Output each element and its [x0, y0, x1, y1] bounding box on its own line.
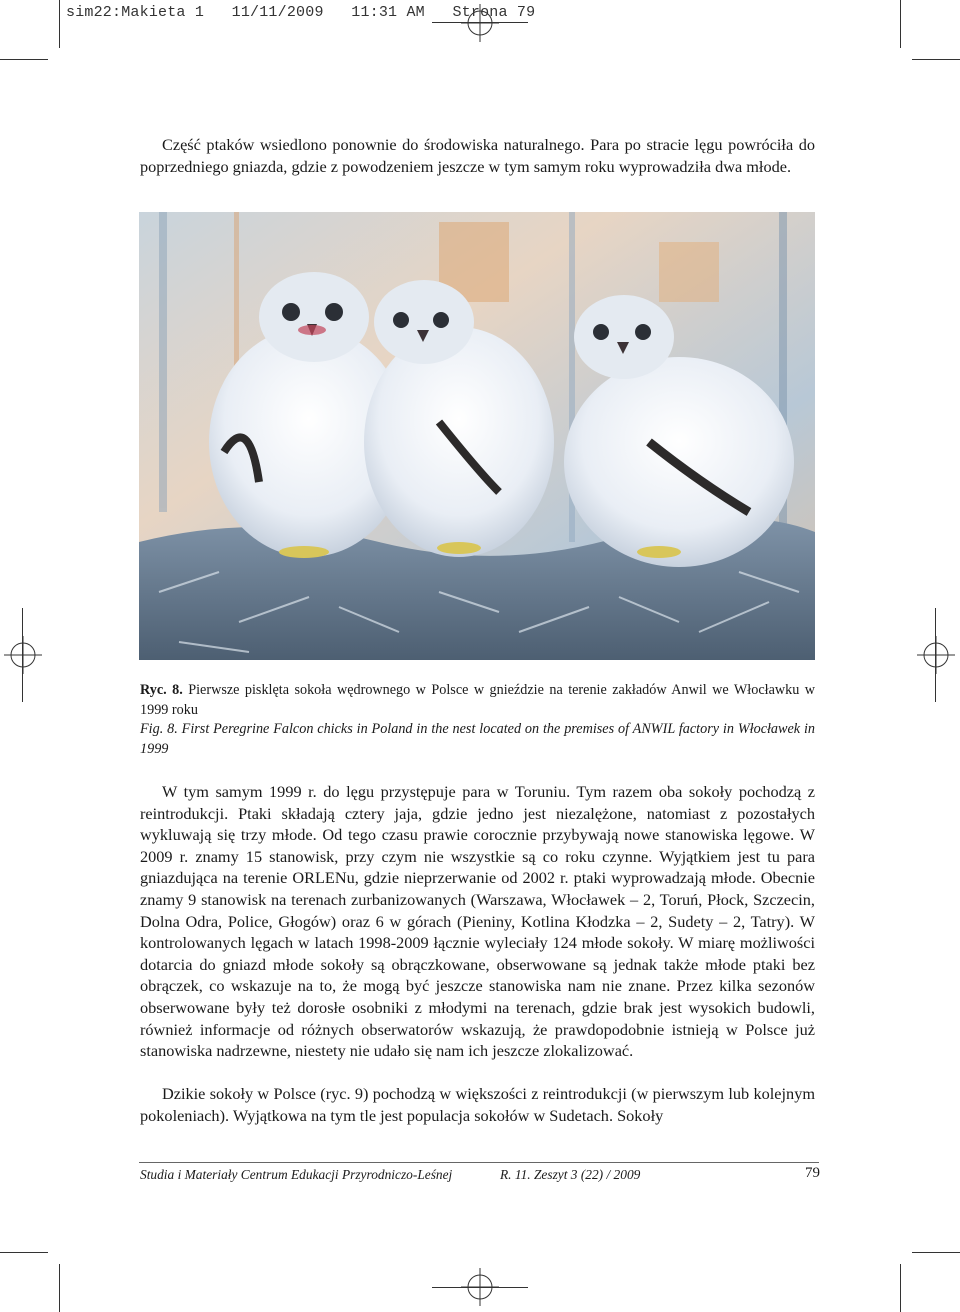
caption-pl-label: Ryc. 8.	[140, 682, 183, 698]
caption-en-text: First Peregrine Falcon chicks in Poland in the nest located on the premises of ANWIL factory in Włocławek in 1999	[140, 721, 816, 757]
registration-mark-top-icon	[461, 4, 499, 42]
reg-tick-bottom-h	[432, 1287, 528, 1288]
crop-mark-bottom-right-h	[912, 1252, 960, 1253]
crop-mark-top-right	[900, 0, 901, 48]
caption-pl-text: Pierwsze pisklęta sokoła wędrownego w Polsce w gnieździe na terenie zakładów Anwil we Włocławku w 1999 roku	[140, 682, 815, 718]
figure-caption-polish	[140, 681, 815, 720]
crop-mark-top-right-h	[912, 59, 960, 60]
crop-mark-top-left	[59, 0, 60, 48]
reg-tick-top-h	[432, 22, 528, 23]
reg-tick-left-v	[22, 608, 23, 702]
footer-volume: R. 11. Zeszyt 3 (22) / 2009	[500, 1167, 641, 1182]
paragraph-last: Dzikie sokoły w Polsce (ryc. 9) pochodzą w większości z reintrodukcji (w pierwszym lub kolejnym pokoleniach). Wyjątkowa na tym tle jest populacja sokołów w Sudetach. Sokoły	[140, 1084, 815, 1125]
crop-mark-bottom-left	[59, 1264, 60, 1312]
paragraph-intro: Część ptaków wsiedlono ponownie do środowiska naturalnego. Para po stracie lęgu powróciła do poprzedniego gniazda, gdzie z powodzeniem jeszcze w tym samym roku wyprowadziła dwa młode.	[140, 135, 815, 176]
paragraph-main: W tym samym 1999 r. do lęgu przystępuje para w Toruniu. Tym razem oba sokoły pochodzą z reintrodukcji. Ptaki składają cztery jaja, gdzie jedno jest niezalężone, natomiast z pozostałych wykluwają się trzy młode. Od tego czasu prawie corocznie przybywają nowe stanowiska lęgowe. W 2009 r. znamy 15 stanowisk, przy czym nie wszystkie są co roku czynne. Wyjątkiem jest tu para gniazdująca na terenie ORLENu, gdzie nieprzerwanie od 2002 r. ptaki wyprowadzają młode. Obecnie znamy 9 stanowisk na terenach zurbanizowanych (Warszawa, Włocławek – 2, Toruń, Płock, Szczecin, Dolna Odra, Police, Głogów) oraz 6 w górach (Pieniny, Kotlina Kłodzka – 2, Sudety – 2, Tatry). W kontrolowanych lęgach w latach 1998-2009 łącznie wyleciały 124 młode sokoły. W miarę możliwości dotarcia do gniazd młode sokoły są obrączkowane, obserwowane są jednak także młode ptaki bez obrączek, co wskazuje na to, że mogą być jeszcze stanowiska nam nie znane. Przez kilka sezonów obserwowane były też dorosłe osobniki z młodymi na terenach, gdzie brak jest wysokich budowli, również informacje od różnych obserwatorów wskazują, że prawdopodobnie istnieją w Polsce już stanowiska nadrzewne, niestety nie udało się nam ich jeszcze zlokalizować.	[140, 782, 815, 1061]
registration-mark-right-icon	[917, 636, 955, 674]
peregrine-falcon-chicks-photo	[139, 212, 815, 660]
figure-caption-english	[140, 720, 815, 759]
crop-mark-bottom-right	[900, 1264, 901, 1312]
print-slug: sim22:Makieta 1 11/11/2009 11:31 AM Strona 79	[66, 4, 536, 21]
reg-tick-right-v	[935, 608, 936, 702]
footer-rule	[139, 1162, 819, 1163]
footer-journal: Studia i Materiały Centrum Edukacji Przyrodniczo-Leśnej	[140, 1167, 453, 1182]
registration-mark-left-icon	[4, 636, 42, 674]
crop-mark-top-left-h	[0, 59, 48, 60]
photo-illustration-icon	[139, 212, 815, 660]
crop-mark-bottom-left-h	[0, 1252, 48, 1253]
page-number: 79	[805, 1165, 820, 1181]
caption-en-label: Fig. 8.	[140, 721, 178, 737]
